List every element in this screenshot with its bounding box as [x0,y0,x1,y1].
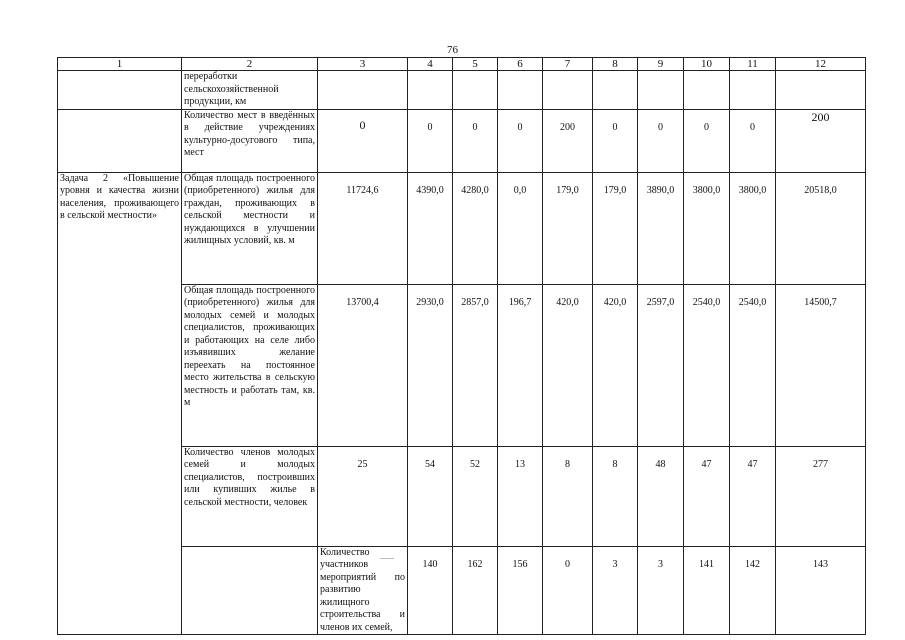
value-cell: 140 [408,546,453,635]
value-cell: 196,7 [498,284,543,446]
table-row [58,109,866,172]
value-cell: 0,0 [498,172,543,284]
column-number: 9 [638,58,684,71]
table-row [58,172,866,284]
value-cell: 13 [498,446,543,546]
value-cell [543,71,593,110]
value-cell [318,71,408,110]
value-cell [453,71,498,110]
value-cell: 25 [318,446,408,546]
value-cell: 2540,0 [684,284,730,446]
value-cell: 200 [543,109,593,172]
value-cell: 277 [776,446,866,546]
column-number: 5 [453,58,498,71]
column-number-row [58,58,866,71]
value-cell: 200 [776,109,866,172]
value-cell: 20518,0 [776,172,866,284]
value-cell [638,71,684,110]
indicator-name: переработки сельскохозяйственной продукции, км [182,71,318,110]
value-cell [776,71,866,110]
column-number: 2 [182,58,318,71]
value-cell [730,71,776,110]
value-cell: 3800,0 [730,172,776,284]
value-cell [684,71,730,110]
value-cell: 54 [408,446,453,546]
value-cell: 11724,6 [318,172,408,284]
value-cell: 420,0 [543,284,593,446]
value-cell: 8 [543,446,593,546]
value-cell: 179,0 [593,172,638,284]
value-cell: 0 [498,109,543,172]
value-cell: 143 [776,546,866,635]
value-cell: 4280,0 [453,172,498,284]
value-cell: 3890,0 [638,172,684,284]
value-cell: 0 [730,109,776,172]
value-cell: 0 [408,109,453,172]
value-cell: 13700,4 [318,284,408,446]
column-number: 11 [730,58,776,71]
value-cell: 3 [593,546,638,635]
value-cell: 3800,0 [684,172,730,284]
value-cell: 52 [453,446,498,546]
value-cell: 0 [543,546,593,635]
value-cell: 2540,0 [730,284,776,446]
column-number: 12 [776,58,866,71]
indicator-name: Общая площадь построенного (приобретенного) жилья для молодых семей и молодых специалистов, проживающих и работающих на селе либо изъявивших желание переехать на постоянное место жительства в сельскую местность и работать там, кв. м [182,284,318,446]
column-number: 1 [58,58,182,71]
value-cell: 420,0 [593,284,638,446]
column-number: 8 [593,58,638,71]
column-number: 3 [318,58,408,71]
column-number: 7 [543,58,593,71]
scan-mark [380,558,394,559]
value-cell: 141 [684,546,730,635]
indicator-name: Количество мест в введённых в действие учреждениях культурно-досугового типа, мест [182,109,318,172]
value-cell: 48 [638,446,684,546]
column-number: 4 [408,58,453,71]
value-cell: 3 [638,546,684,635]
value-cell [408,71,453,110]
value-cell: 14500,7 [776,284,866,446]
indicators-table [57,57,866,635]
task-cell-empty [182,546,318,635]
value-cell: 156 [498,546,543,635]
column-number: 10 [684,58,730,71]
indicator-name: Общая площадь построенного (приобретенного) жилья для граждан, проживающих в сельской местности и нуждающихся в улучшении жилищных условий, кв. м [182,172,318,284]
indicator-name: Количество участников мероприятий по развитию жилищного строительства и членов их семей, [318,546,408,635]
value-cell: 2930,0 [408,284,453,446]
value-cell [498,71,543,110]
value-cell [593,71,638,110]
value-cell: 0 [684,109,730,172]
indicator-name: Количество членов молодых семей и молодых специалистов, построивших или купивших жилье в сельской местности, человек [182,446,318,546]
value-cell: 0 [593,109,638,172]
value-cell: 2857,0 [453,284,498,446]
value-cell: 4390,0 [408,172,453,284]
value-cell: 47 [684,446,730,546]
value-cell: 2597,0 [638,284,684,446]
value-cell: 179,0 [543,172,593,284]
column-number: 6 [498,58,543,71]
value-cell: 162 [453,546,498,635]
value-cell: 0 [453,109,498,172]
page-number: 76 [447,44,458,56]
table-row [58,71,866,110]
value-cell: 8 [593,446,638,546]
task-cell-empty [58,109,182,172]
task-2-label: Задача 2 «Повышение уровня и качества жизни населения, проживающего в сельской местности» [58,172,182,635]
value-cell: 0 [638,109,684,172]
value-cell: 142 [730,546,776,635]
task-cell-empty [58,71,182,110]
value-cell: 47 [730,446,776,546]
value-cell: 0 [318,109,408,172]
